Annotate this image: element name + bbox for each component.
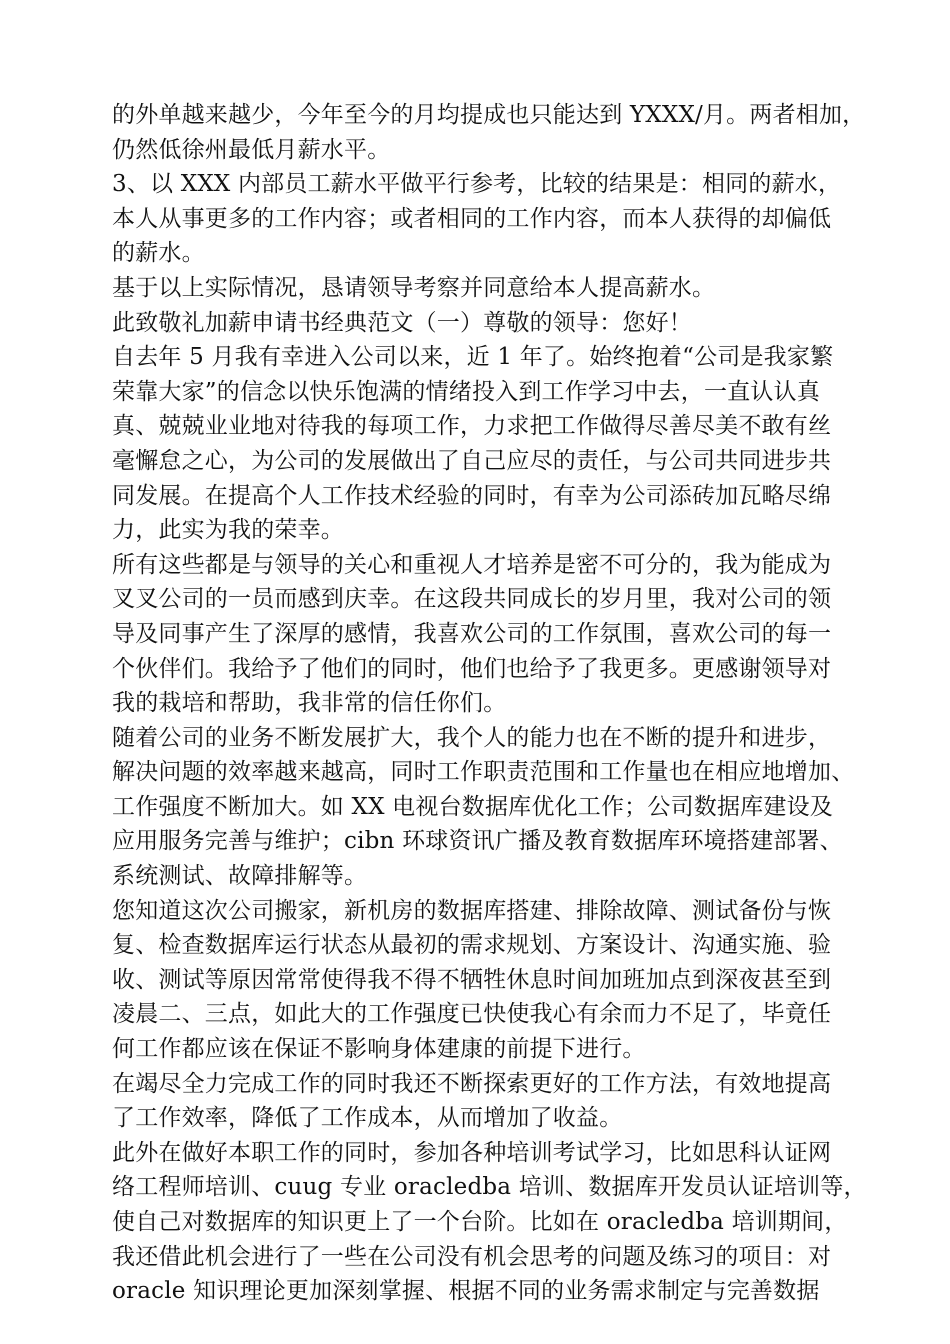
text-line: 本人从事更多的工作内容；或者相同的工作内容，而本人获得的却偏低 [112, 205, 832, 232]
text-line: 我还借此机会进行了一些在公司没有机会思考的问题及练习的项目：对 [112, 1243, 832, 1270]
text-line: 3、以 XXX 内部员工薪水平做平行参考，比较的结果是：相同的薪水， [112, 171, 842, 198]
text-line: 您知道这次公司搬家，新机房的数据库搭建、排除故障、测试备份与恢 [112, 897, 832, 924]
text-line: 应用服务完善与维护；cibn 环球资讯广播及教育数据库环境搭建部署、 [112, 828, 843, 855]
text-line: 凌晨二、三点，如此大的工作强度已快使我心有余而力不足了，毕竟任 [112, 1001, 832, 1028]
text-line: 了工作效率，降低了工作成本，从而增加了收益。 [112, 1105, 623, 1132]
text-line: 个伙伴们。我给予了他们的同时，他们也给予了我更多。更感谢领导对 [112, 655, 832, 682]
text-line: 自去年 5 月我有幸进入公司以来，近 1 年了。始终抱着“公司是我家繁 [112, 344, 834, 371]
text-line: 络工程师培训、cuug 专业 oracledba 培训、数据库开发员认证培训等， [112, 1174, 867, 1201]
text-line: 叉叉公司的一员而感到庆幸。在这段共同成长的岁月里，我对公司的领 [112, 586, 832, 613]
text-line: 解决问题的效率越来越高，同时工作职责范围和工作量也在相应地增加、 [112, 759, 855, 786]
text-line: 工作强度不断加大。如 XX 电视台数据库优化工作；公司数据库建设及 [112, 793, 833, 820]
text-line: 复、检查数据库运行状态从最初的需求规划、方案设计、沟通实施、验 [112, 932, 832, 959]
text-line: 仍然低徐州最低月薪水平。 [112, 136, 391, 163]
text-line: 荣靠大家”的信念以快乐饱满的情绪投入到工作学习中去，一直认认真 [112, 378, 820, 405]
text-line: 我的栽培和帮助，我非常的信任你们。 [112, 690, 507, 717]
text-line: 随着公司的业务不断发展扩大，我个人的能力也在不断的提升和进步， [112, 724, 832, 751]
text-line: 真、兢兢业业地对待我的每项工作，力求把工作做得尽善尽美不敢有丝 [112, 413, 832, 440]
text-line: 系统测试、故障排解等。 [112, 863, 368, 890]
text-line: 所有这些都是与领导的关心和重视人才培养是密不可分的，我为能成为 [112, 551, 832, 578]
text-line: 基于以上实际情况，恳请领导考察并同意给本人提高薪水。 [112, 274, 716, 301]
text-line: 的薪水。 [112, 240, 205, 267]
text-line: oracle 知识理论更加深刻掌握、根据不同的业务需求制定与完善数据 [112, 1278, 820, 1305]
text-line: 力，此实为我的荣幸。 [112, 517, 344, 544]
body-text [112, 98, 867, 1309]
text-line: 此致敬礼加薪申请书经典范文（一）尊敬的领导：您好！ [112, 309, 692, 336]
text-line: 何工作都应该在保证不影响身体建康的前提下进行。 [112, 1036, 646, 1063]
text-line: 的外单越来越少，今年至今的月均提成也只能达到 YXXX/月。两者相加， [112, 102, 866, 128]
text-line: 此外在做好本职工作的同时，参加各种培训考试学习，比如思科认证网 [112, 1139, 832, 1166]
text-line: 使自己对数据库的知识更上了一个台阶。比如在 oracledba 培训期间， [112, 1209, 848, 1235]
text-line: 毫懈怠之心，为公司的发展做出了自己应尽的责任，与公司共同进步共 [112, 447, 832, 474]
text-line: 导及同事产生了深厚的感情，我喜欢公司的工作氛围，喜欢公司的每一 [112, 620, 832, 647]
text-line: 同发展。在提高个人工作技术经验的同时，有幸为公司添砖加瓦略尽绵 [112, 482, 832, 509]
text-line: 收、测试等原因常常使得我不得不牺牲休息时间加班加点到深夜甚至到 [112, 966, 832, 993]
text-line: 在竭尽全力完成工作的同时我还不断探索更好的工作方法，有效地提高 [112, 1070, 832, 1097]
